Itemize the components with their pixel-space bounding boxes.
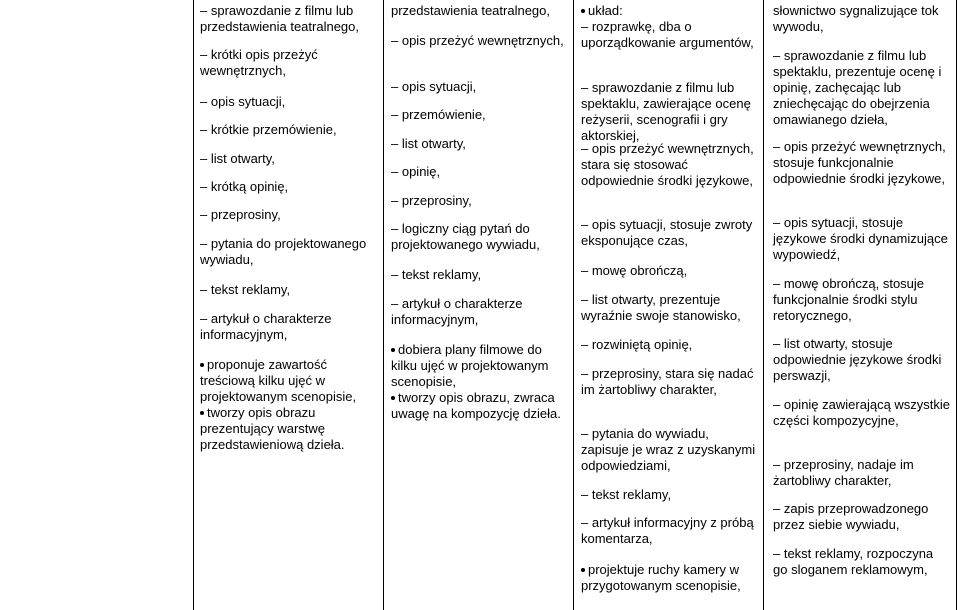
list-item: – opis sytuacji, stosuje zwroty eksponujące czas, (581, 217, 753, 248)
bullet-text: proponuje zawartość treściową kilku ujęć w projektowanym scenopisie, (200, 357, 357, 404)
bullet-text: tworzy opis obrazu prezentujący warstwę przedstawieniową dzieła. (200, 405, 345, 452)
list-item: – tekst reklamy, rozpoczyna go sloganem reklamowym, (773, 546, 934, 577)
list-item: – sprawozdanie z filmu lub spektaklu, prezentuje ocenę i opinię, zachęcając lub zniechęcając do obejrzenia omawianego dzieła, (773, 48, 942, 127)
table-border (763, 0, 764, 610)
bullet-icon (581, 9, 585, 13)
table-border (383, 0, 384, 610)
bullet-item (391, 390, 569, 422)
list-item: – krótkie przemówienie, (200, 122, 337, 137)
bullet-icon (581, 568, 585, 572)
bullet-text: układ: (588, 3, 623, 18)
bullet-icon (391, 348, 395, 352)
bullet-text: dobiera plany filmowe do kilku ujęć w projektowanym scenopisie, (391, 342, 549, 389)
list-item: – rozprawkę, dba o uporządkowanie argumentów, (581, 19, 754, 50)
list-item: – artykuł o charakterze informacyjnym, (200, 311, 332, 342)
list-item: – tekst reklamy, (581, 487, 672, 502)
list-item: – sprawozdanie z filmu lub spektaklu, zawierające ocenę reżyserii, scenografii i gry aktorskiej, (581, 80, 751, 143)
list-item: – list otwarty, (391, 136, 466, 151)
bullet-item (391, 342, 569, 390)
list-item: – opis przeżyć wewnętrznych, stosuje funkcjonalnie odpowiednie środki językowe, (773, 139, 946, 186)
list-item: – przeprosiny, (200, 207, 281, 222)
list-item: – tekst reklamy, (391, 267, 482, 282)
list-item: – artykuł o charakterze informacyjnym, (391, 296, 523, 327)
list-item: przedstawienia teatralnego, (391, 3, 550, 18)
bullet-text: tworzy opis obrazu, zwraca uwagę na kompozycję dzieła. (391, 390, 561, 421)
list-item: – sprawozdanie z filmu lub przedstawienia teatralnego, (200, 3, 359, 34)
list-item: – przeprosiny, nadaje im żartobliwy charakter, (773, 457, 914, 488)
list-item: – krótką opinię, (200, 179, 289, 194)
list-item: – pytania do wywiadu, zapisuje je wraz z uzyskanymi odpowiedziami, (581, 426, 756, 473)
table-border-right (956, 0, 957, 610)
list-item: – mowę obrończą, (581, 263, 688, 278)
list-item: – artykuł informacyjny z próbą komentarza, (581, 515, 754, 546)
bullet-item (200, 405, 380, 453)
list-item: – opis sytuacji, (391, 79, 477, 94)
bullet-text: projektuje ruchy kamery w przygotowanym scenopisie, (581, 562, 741, 593)
bullet-item (581, 3, 759, 19)
list-item: – rozwiniętą opinię, (581, 337, 693, 352)
table-border-left (193, 0, 194, 610)
list-item: – tekst reklamy, (200, 282, 291, 297)
list-item: – opis sytuacji, (200, 94, 286, 109)
list-item: – przemówienie, (391, 107, 486, 122)
bullet-icon (391, 396, 395, 400)
list-item: – opis sytuacji, stosuje językowe środki dynamizujące wypowiedź, (773, 215, 948, 262)
table-border (573, 0, 574, 610)
bullet-item (200, 357, 380, 405)
list-item: – list otwarty, stosuje odpowiednie językowe środki perswazji, (773, 336, 942, 383)
list-item: – przeprosiny, (391, 193, 472, 208)
list-item: – logiczny ciąg pytań do projektowanego wywiadu, (391, 221, 540, 252)
bullet-item (581, 562, 759, 594)
list-item: – przeprosiny, stara się nadać im żartobliwy charakter, (581, 366, 754, 397)
list-item: – opis przeżyć wewnętrznych, (391, 33, 564, 48)
list-item: – pytania do projektowanego wywiadu, (200, 236, 367, 267)
list-item: – opinię zawierającą wszystkie części kompozycyjne, (773, 397, 951, 428)
list-item: – list otwarty, (200, 151, 275, 166)
bullet-icon (200, 363, 204, 367)
list-item: – opis przeżyć wewnętrznych, stara się stosować odpowiednie środki językowe, (581, 141, 754, 188)
list-item: – opinię, (391, 164, 441, 179)
list-item: słownictwo sygnalizujące tok wywodu, (773, 3, 939, 34)
list-item: – krótki opis przeżyć wewnętrznych, (200, 47, 318, 78)
list-item: – list otwarty, prezentuje wyraźnie swoje stanowisko, (581, 292, 741, 323)
list-item: – mowę obrończą, stosuje funkcjonalnie środki stylu retorycznego, (773, 276, 925, 323)
bullet-icon (200, 411, 204, 415)
list-item: – zapis przeprowadzonego przez siebie wywiadu, (773, 501, 929, 532)
